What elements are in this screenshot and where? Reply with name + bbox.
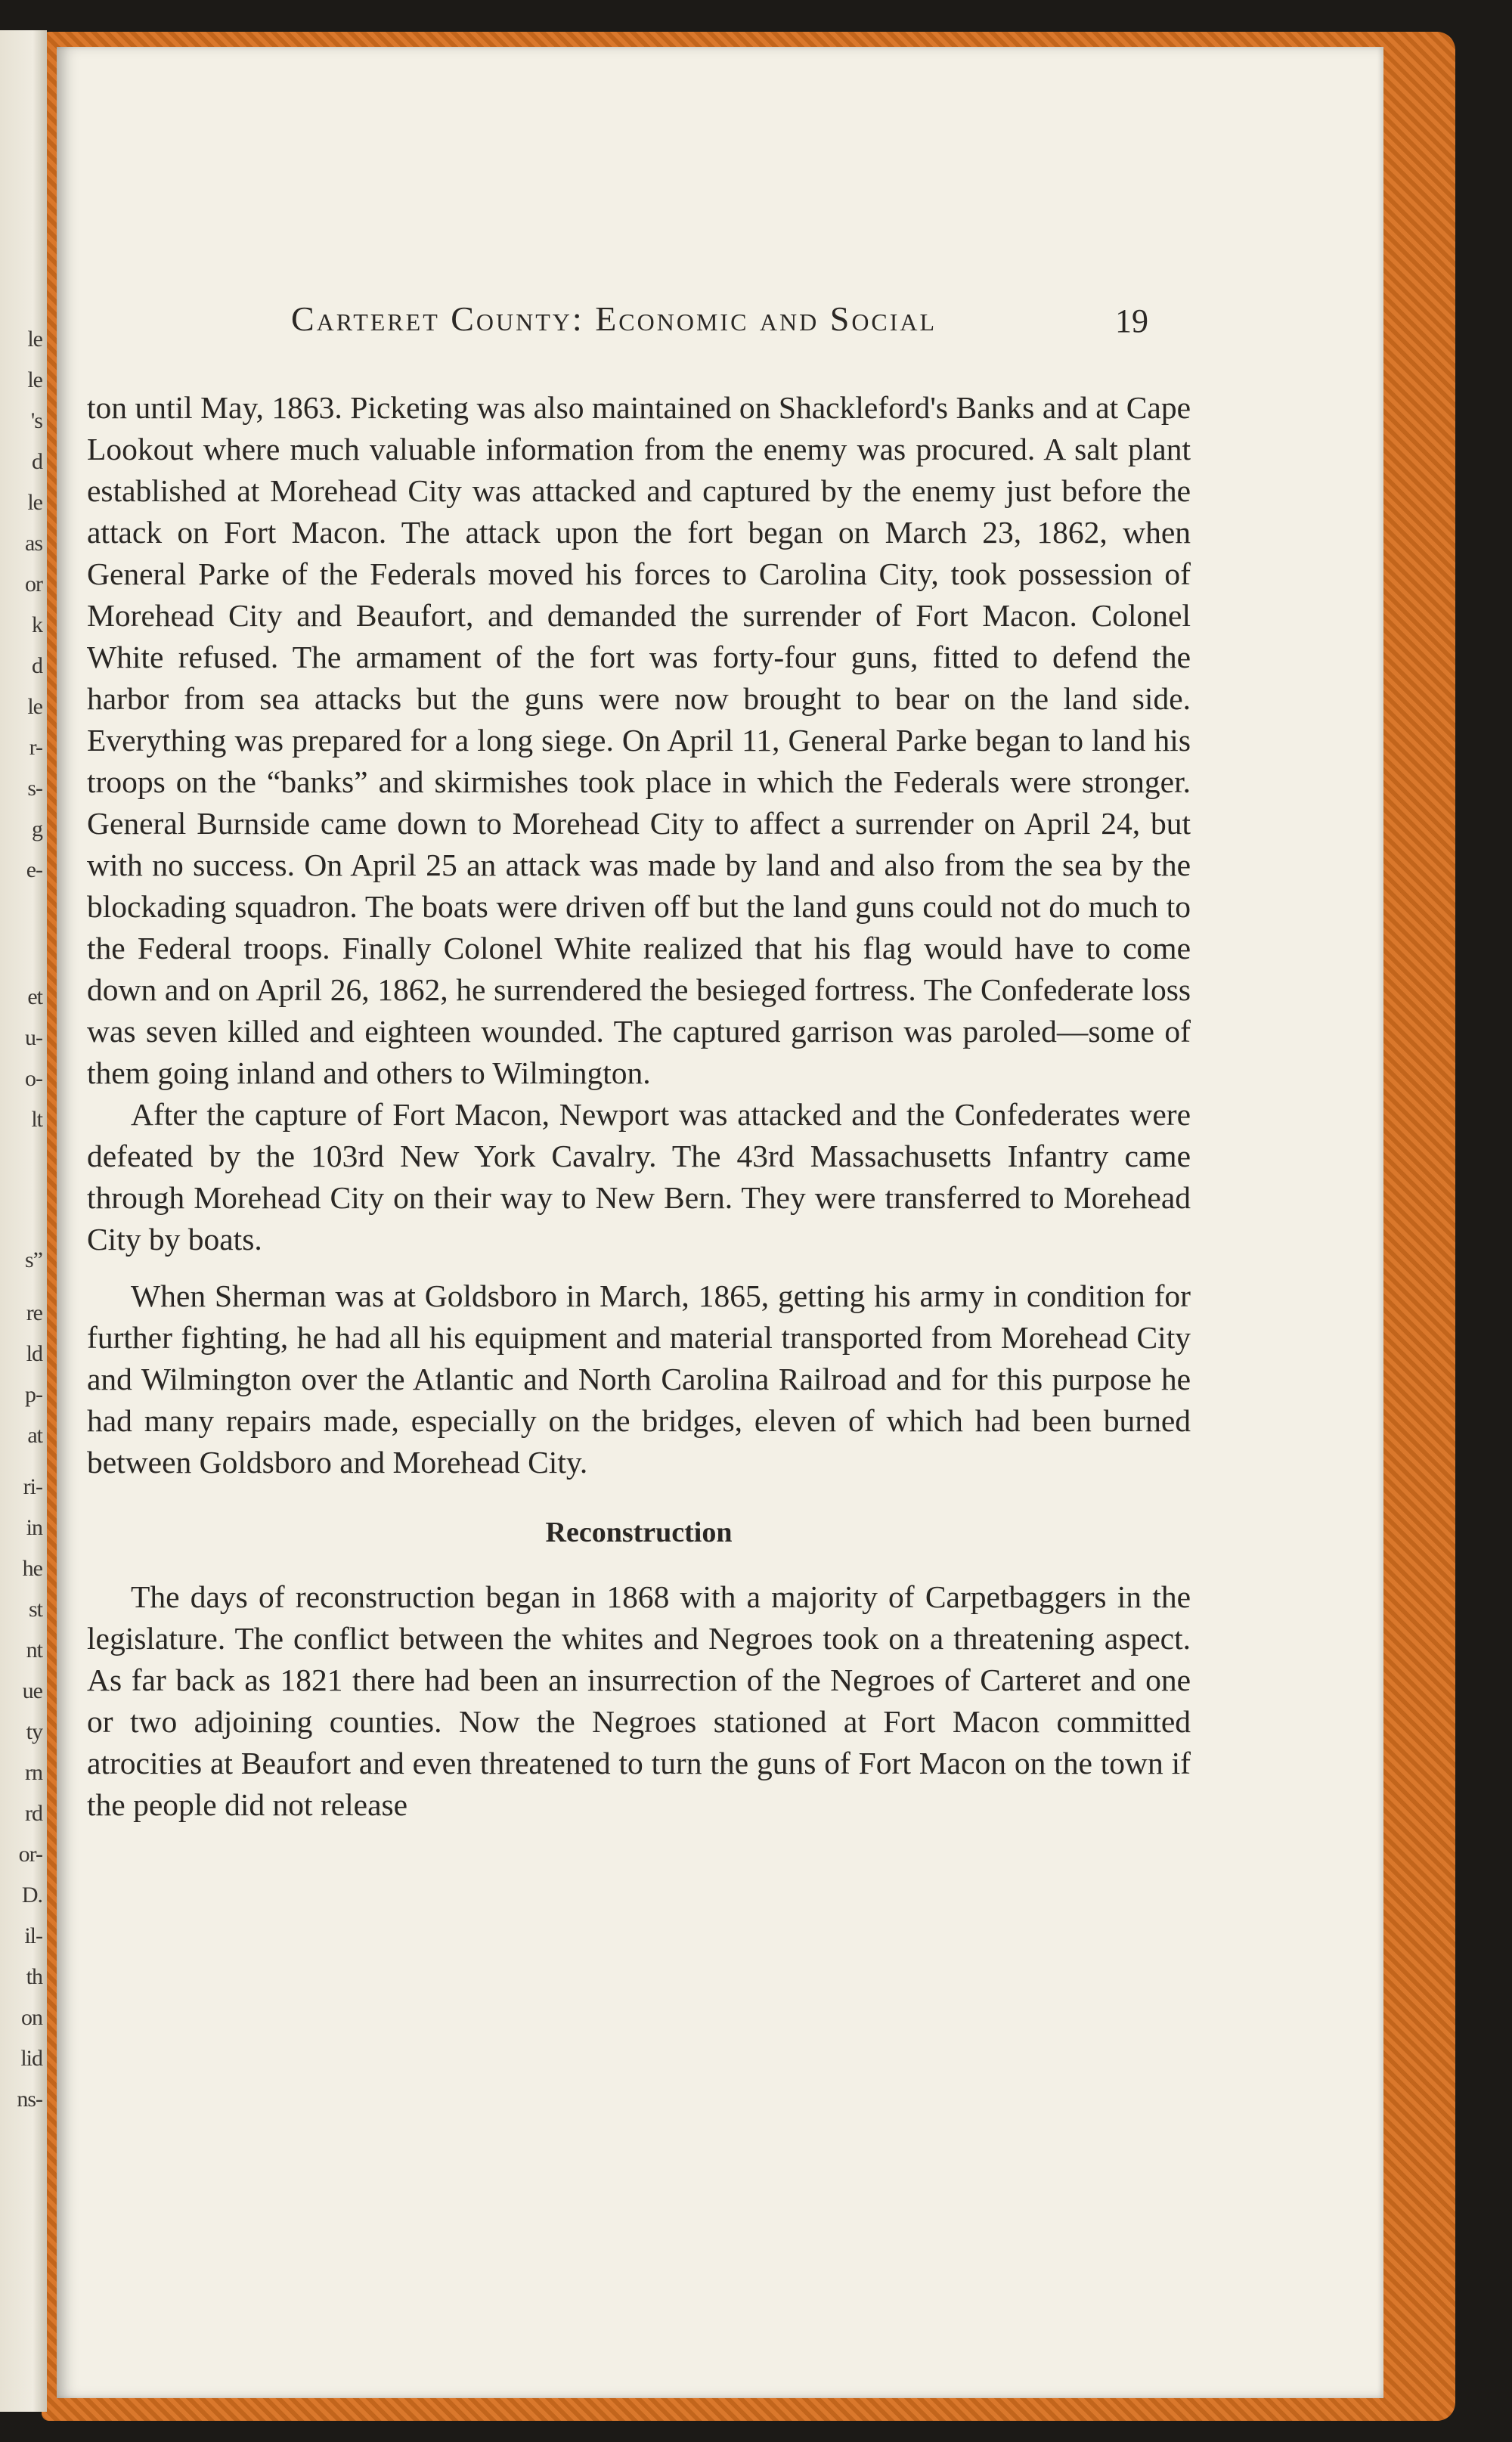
left-page-fragment: lt xyxy=(31,1107,42,1132)
left-page-fragment: as xyxy=(25,531,42,556)
left-page-fragment: at xyxy=(27,1423,42,1448)
left-page-fragment: he xyxy=(22,1556,42,1581)
page-header xyxy=(57,299,1383,344)
left-page-fragment: in xyxy=(26,1515,42,1540)
left-page-fragment: k xyxy=(32,612,42,637)
left-page-fragment: r- xyxy=(29,735,42,760)
left-page-fragment: rn xyxy=(25,1760,42,1785)
section-heading: Reconstruction xyxy=(545,1517,733,1548)
left-page-fragment: or- xyxy=(18,1842,42,1867)
left-page-fragment: d xyxy=(32,653,42,678)
left-page-fragment: lid xyxy=(20,2046,42,2071)
left-page-fragment: ri- xyxy=(23,1474,42,1499)
left-page-fragment: le xyxy=(27,327,42,352)
paragraph: After the capture of Fort Macon, Newport was attacked and the Confederates were defeated by the 103rd New York Cavalry. The 43rd Massachusetts Infantry came through Morehead City on their way to New Bern. They were transferred to Morehead City by boats. xyxy=(87,1097,1191,1257)
book-page xyxy=(57,47,1383,2398)
left-page-fragment: st xyxy=(28,1597,42,1622)
paragraph: ton until May, 1863. Picketing was also maintained on Shackleford's Banks and at Cape Lookout where much valuable information from the enemy was procured. A salt plant established at Morehead City was attacked and captured by the enemy just before the attack on Fort Macon. The attack upon the fort began on March 23, 1862, when General Parke of the Federals moved his forces to Carolina City, took possession of Morehead City and Beaufort, and demanded the surrender of Fort Macon. Colonel White refused. The armament of the fort was forty-four guns, fitted to defend the harbor from sea attacks but the guns were now brought to bear on the land side. Everything was prepared for a long siege. On April 11, General Parke began to land his troops on the “banks” and skirmishes took place in which the Federals were stronger. General Burnside came down to Morehead City to affect a surrender on April 24, but with no success. On April 25 an attack was made by land and also from the sea by the blockading squadron. The boats were driven off but the land guns could not do much to the Federal troops. Finally Colonel White realized that his flag would have to come down and on April 26, 1862, he surrendered the besieged fortress. The Confederate loss was seven killed and eighteen wounded. The captured garrison was paroled—some of them going inland and others to Wilmington. xyxy=(87,390,1191,1090)
running-title: Carteret County: Economic and Social xyxy=(291,299,937,338)
left-page-fragment: th xyxy=(26,1964,42,1989)
left-page-fragment: e- xyxy=(26,857,42,882)
left-page-fragment: s” xyxy=(25,1247,42,1272)
left-page-fragment: p- xyxy=(25,1382,42,1407)
left-page-fragment: re xyxy=(26,1300,42,1325)
left-page-fragment: D. xyxy=(21,1883,42,1907)
adjacent-page-edge xyxy=(0,30,47,2412)
left-page-fragment: 's xyxy=(30,408,42,433)
left-page-fragment: le xyxy=(27,694,42,719)
left-page-fragment: g xyxy=(32,817,42,841)
left-page-fragment: ns- xyxy=(17,2087,42,2112)
left-page-fragment: u- xyxy=(25,1025,42,1050)
left-page-fragment: s- xyxy=(27,776,42,801)
left-page-fragment: o- xyxy=(25,1066,42,1091)
page-number: 19 xyxy=(1115,302,1148,339)
left-page-fragment: on xyxy=(21,2005,42,2030)
left-page-fragment: d xyxy=(32,449,42,474)
paragraph: The days of reconstruction began in 1868 with a majority of Carpetbaggers in the legislature. The conflict between the whites and Negroes took on a threatening aspect. As far back as 1821 there had been an insurrection of the Negroes of Carteret and one or two adjoining counties. Now the Negroes stationed at Fort Macon committed atrocities at Beaufort and even threatened to turn the guns of Fort Macon on the town if the people did not release xyxy=(87,1579,1191,1822)
page-body xyxy=(87,387,1191,1826)
left-page-fragment: le xyxy=(27,367,42,392)
left-page-fragment: le xyxy=(27,490,42,515)
left-page-fragment: nt xyxy=(26,1638,42,1663)
left-page-fragment: ue xyxy=(22,1678,42,1703)
left-page-fragment: ty xyxy=(26,1719,42,1744)
left-page-fragment: ld xyxy=(26,1341,42,1366)
paragraph: When Sherman was at Goldsboro in March, 1865, getting his army in condition for further fighting, he had all his equipment and material transported from Morehead City and Wilmington over the Atlantic and North Carolina Railroad and for this purpose he had many repairs made, especially on the bridges, eleven of which had been burned between Goldsboro and Morehead City. xyxy=(87,1278,1191,1480)
left-page-fragment: et xyxy=(27,984,42,1009)
left-page-fragment: rd xyxy=(25,1801,42,1826)
left-page-fragment: or xyxy=(25,572,42,597)
left-page-fragment: il- xyxy=(24,1923,42,1948)
